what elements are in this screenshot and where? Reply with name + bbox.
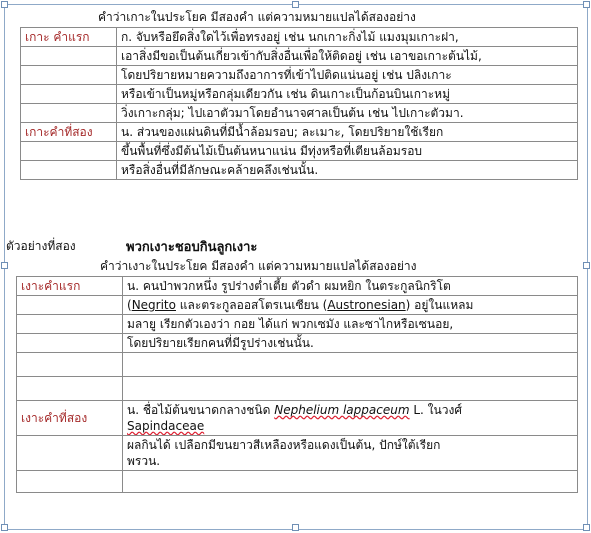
resize-handle[interactable] [1, 1, 8, 8]
headword-cell [21, 161, 117, 180]
table-row [21, 28, 578, 47]
definition-cell: น. คนป่าพวกหนึ่ง รูปร่างต่ำเตี้ย ตัวดำ ผมหยิก ในตระกูลนิกริโต [123, 277, 578, 296]
example2-title: พวกเงาะชอบกินลูกเงาะ [126, 240, 258, 255]
headword-cell: เกาะ คำแรก [21, 28, 117, 47]
definition-cell: วิ่งเกาะกลุ่ม; ไปเอาตัวมาโดยอำนาจศาลเป็นต้น เช่น ไปเกาะตัวมา. [117, 104, 578, 123]
empty-cell [123, 471, 578, 493]
definition-cell [123, 401, 578, 436]
headword-cell [21, 47, 117, 66]
table-row [17, 377, 578, 401]
table-row [17, 296, 578, 315]
definition-cell: โดยปริยายเรียกคนที่มีรูปร่างเช่นนั้น. [123, 334, 578, 353]
empty-cell [123, 377, 578, 401]
empty-cell [17, 471, 123, 493]
text-segment: ) อยู่ในแหลม [405, 298, 474, 312]
resize-handle[interactable] [292, 1, 299, 8]
example2-table [16, 276, 578, 493]
resize-handle[interactable] [583, 524, 590, 531]
table-row [17, 353, 578, 377]
definition-cell: (Negrito และตระกูลออสโตรเนเซียน (Austronesian) อยู่ในแหลม [123, 296, 578, 315]
headword-cell: เงาะคำที่สอง [17, 401, 123, 436]
text-segment: และตระกูลออสโตรเนเซียน ( [175, 298, 328, 312]
table-row [17, 401, 578, 436]
text-segment: ผลกินได้ เปลือกมีขนยาวสีเหลืองหรือแดงเป็นต้น, ปักษ์ใต้เรียก [127, 438, 441, 452]
linked-term[interactable]: Negrito [131, 298, 176, 312]
definition-cell: น. ส่วนของแผ่นดินที่มีน้ำล้อมรอบ; ละเมาะ, โดยปริยายใช้เรียก [117, 123, 578, 142]
definition-cell: มลายู เรียกตัวเองว่า กอย ได้แก่ พวกเซมัง และซาไกหรือเซนอย, [123, 315, 578, 334]
table-row [21, 47, 578, 66]
headword-cell [21, 142, 117, 161]
definition-cell: ขึ้นพื้นที่ซึ่งมีต้นไม้เป็นต้นหนาแน่น มีทุ่งหรือที่เตียนล้อมรอบ [117, 142, 578, 161]
headword-cell [21, 66, 117, 85]
headword-cell [17, 334, 123, 353]
text-segment: น. ชื่อไม้ต้นขนาดกลางชนิด [127, 403, 275, 417]
resize-handle[interactable] [1, 524, 8, 531]
definition-cell: หรือสิ่งอื่นที่มีลักษณะคล้ายคลึงเช่นนั้น. [117, 161, 578, 180]
example1-table [20, 27, 578, 180]
table-row [17, 315, 578, 334]
scientific-name: Nephelium lappaceum [274, 403, 410, 417]
empty-cell [17, 353, 123, 377]
resize-handle[interactable] [1, 262, 8, 269]
headword-cell [17, 315, 123, 334]
family-name: Sapindaceae [127, 419, 205, 433]
empty-cell [123, 353, 578, 377]
headword-cell [21, 104, 117, 123]
table-row [21, 85, 578, 104]
linked-term[interactable]: Austronesian [327, 298, 406, 312]
table-row [21, 66, 578, 85]
empty-cell [17, 377, 123, 401]
text-segment: พรวน. [127, 454, 161, 468]
table-row [21, 142, 578, 161]
resize-handle[interactable] [583, 262, 590, 269]
example1-caption: คำว่าเกาะในประโยค มีสองคำ แต่ความหมายแปลได้สองอย่าง [98, 10, 416, 24]
headword-cell [21, 85, 117, 104]
table-row [21, 161, 578, 180]
table-row [17, 436, 578, 471]
definition-cell: โดยปริยายหมายความถึงอาการที่เข้าไปติดแน่นอยู่ เช่น ปลิงเกาะ [117, 66, 578, 85]
table-row [21, 123, 578, 142]
definition-cell: เอาสิ่งมีขอเป็นต้นเกี่ยวเข้ากับสิ่งอื่นเพื่อให้ติดอยู่ เช่น เอาขอเกาะต้นไม้, [117, 47, 578, 66]
table-row [17, 277, 578, 296]
example2-label: ตัวอย่างที่สอง [6, 239, 76, 253]
headword-cell: เงาะคำแรก [17, 277, 123, 296]
text-segment: L. ในวงศ์ [409, 403, 462, 417]
resize-handle[interactable] [292, 524, 299, 531]
definition-cell: ก. จับหรือยึดสิ่งใดไว้เพื่อทรงอยู่ เช่น นกเกาะกิ่งไม้ แมงมุมเกาะฝา, [117, 28, 578, 47]
table-row [21, 104, 578, 123]
definition-cell [123, 436, 578, 471]
resize-handle[interactable] [583, 1, 590, 8]
table-row [17, 471, 578, 493]
headword-cell [17, 436, 123, 471]
table-row [17, 334, 578, 353]
definition-cell: หรือเข้าเป็นหมู่หรือกลุ่มเดียวกัน เช่น ดินเกาะเป็นก้อนบินเกาะหมู่ [117, 85, 578, 104]
example2-caption: คำว่าเงาะในประโยค มีสองคำ แต่ความหมายแปลได้สองอย่าง [100, 259, 417, 273]
headword-cell: เกาะคำที่สอง [21, 123, 117, 142]
headword-cell [17, 296, 123, 315]
